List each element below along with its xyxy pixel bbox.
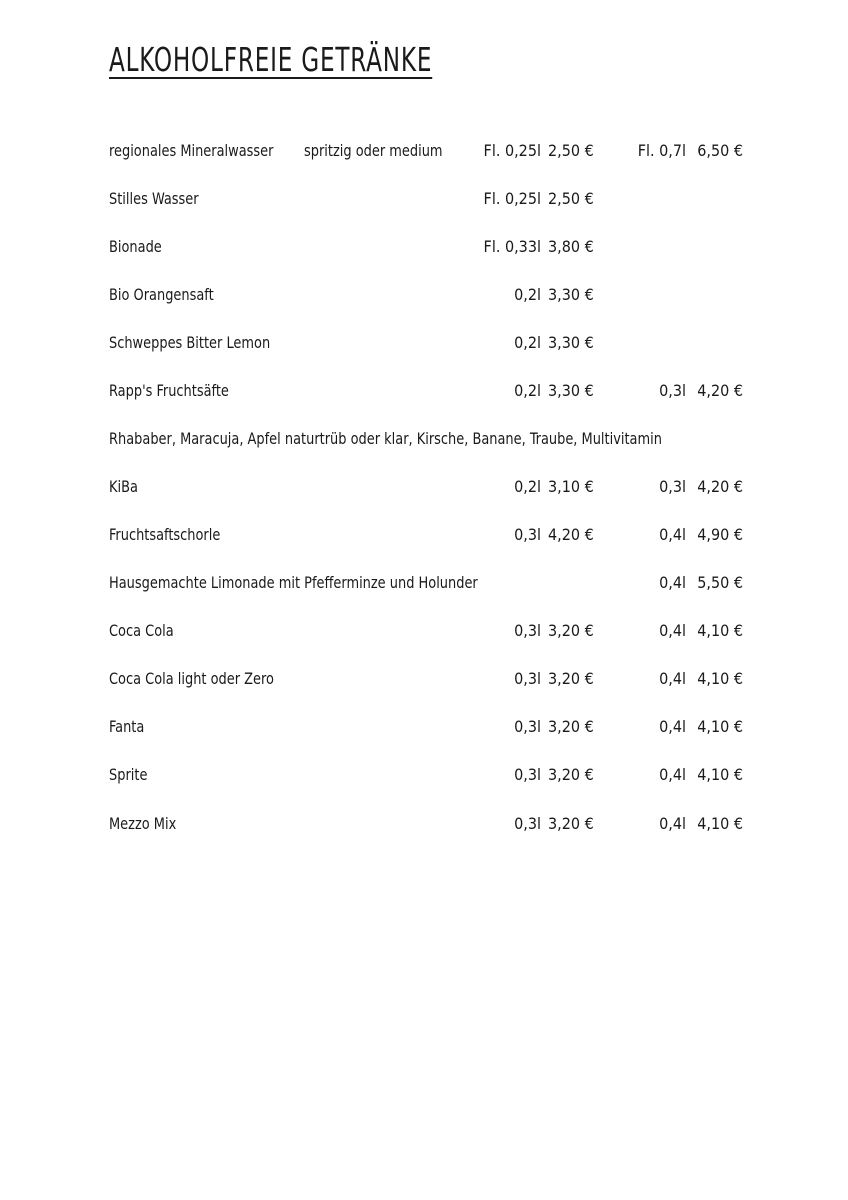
item-name: Coca Cola xyxy=(109,621,174,640)
item-name: Hausgemachte Limonade mit Pfefferminze und Holunder xyxy=(109,573,478,592)
item-size-small: 0,2l xyxy=(514,333,541,352)
item-size-small: Fl. 0,25l xyxy=(483,141,541,160)
item-price-small: 2,50 € xyxy=(548,189,594,208)
item-price-small: 3,30 € xyxy=(548,381,594,400)
item-price-small: 3,20 € xyxy=(548,621,594,640)
item-price-small: 3,30 € xyxy=(548,285,594,304)
item-size-large: 0,4l xyxy=(659,669,686,688)
item-price-small: 4,20 € xyxy=(548,525,594,544)
item-price-large: 4,10 € xyxy=(697,765,743,784)
item-name: KiBa xyxy=(109,477,138,496)
item-price-large: 4,20 € xyxy=(697,381,743,400)
item-size-small: 0,3l xyxy=(514,814,541,833)
item-price-large: 5,50 € xyxy=(697,573,743,592)
menu-row xyxy=(0,235,848,259)
item-size-small: 0,3l xyxy=(514,621,541,640)
item-note: spritzig oder medium xyxy=(304,141,443,160)
item-name: Fanta xyxy=(109,717,145,736)
item-size-small: 0,2l xyxy=(514,285,541,304)
menu-row xyxy=(0,139,848,163)
item-name: Mezzo Mix xyxy=(109,814,177,833)
item-size-small: 0,3l xyxy=(514,717,541,736)
item-size-small: 0,2l xyxy=(514,477,541,496)
item-size-small: Fl. 0,33l xyxy=(483,237,541,256)
item-size-large: 0,4l xyxy=(659,621,686,640)
menu-row xyxy=(0,667,848,691)
flavor-list xyxy=(0,427,848,451)
item-price-small: 3,30 € xyxy=(548,333,594,352)
item-size-small: 0,2l xyxy=(514,381,541,400)
item-size-large: 0,3l xyxy=(659,381,686,400)
page-title: ALKOHOLFREIE GETRÄNKE xyxy=(109,40,433,79)
item-size-large: 0,4l xyxy=(659,525,686,544)
menu-row xyxy=(0,475,848,499)
flavor-list-text: Rhababer, Maracuja, Apfel naturtrüb oder klar, Kirsche, Banane, Traube, Multivitamin xyxy=(109,429,662,448)
item-price-large: 4,10 € xyxy=(697,669,743,688)
item-price-small: 3,20 € xyxy=(548,717,594,736)
item-name: Fruchtsaftschorle xyxy=(109,525,221,544)
menu-row xyxy=(0,187,848,211)
item-size-small: Fl. 0,25l xyxy=(483,189,541,208)
item-size-large: 0,4l xyxy=(659,765,686,784)
item-size-small: 0,3l xyxy=(514,669,541,688)
item-name: Bionade xyxy=(109,237,162,256)
item-name: regionales Mineralwasser xyxy=(109,141,274,160)
item-price-large: 4,90 € xyxy=(697,525,743,544)
item-price-large: 4,10 € xyxy=(697,621,743,640)
item-price-small: 3,10 € xyxy=(548,477,594,496)
item-price-large: 4,20 € xyxy=(697,477,743,496)
item-name: Schweppes Bitter Lemon xyxy=(109,333,271,352)
menu-row xyxy=(0,571,848,595)
item-price-large: 4,10 € xyxy=(697,814,743,833)
menu-row xyxy=(0,763,848,787)
menu-row xyxy=(0,331,848,355)
menu-row xyxy=(0,812,848,836)
menu-row xyxy=(0,283,848,307)
item-name: Rapp's Fruchtsäfte xyxy=(109,381,229,400)
item-size-small: 0,3l xyxy=(514,525,541,544)
item-name: Sprite xyxy=(109,765,148,784)
item-name: Stilles Wasser xyxy=(109,189,199,208)
item-price-small: 3,20 € xyxy=(548,814,594,833)
item-price-large: 4,10 € xyxy=(697,717,743,736)
item-size-large: 0,3l xyxy=(659,477,686,496)
menu-row xyxy=(0,715,848,739)
item-size-small: 0,3l xyxy=(514,765,541,784)
item-price-large: 6,50 € xyxy=(697,141,743,160)
item-price-small: 3,20 € xyxy=(548,765,594,784)
item-size-large: Fl. 0,7l xyxy=(637,141,686,160)
item-size-large: 0,4l xyxy=(659,814,686,833)
item-name: Bio Orangensaft xyxy=(109,285,214,304)
item-price-small: 2,50 € xyxy=(548,141,594,160)
menu-row xyxy=(0,619,848,643)
menu-row xyxy=(0,523,848,547)
item-size-large: 0,4l xyxy=(659,573,686,592)
item-size-large: 0,4l xyxy=(659,717,686,736)
item-price-small: 3,80 € xyxy=(548,237,594,256)
item-price-small: 3,20 € xyxy=(548,669,594,688)
item-name: Coca Cola light oder Zero xyxy=(109,669,274,688)
menu-row xyxy=(0,379,848,403)
